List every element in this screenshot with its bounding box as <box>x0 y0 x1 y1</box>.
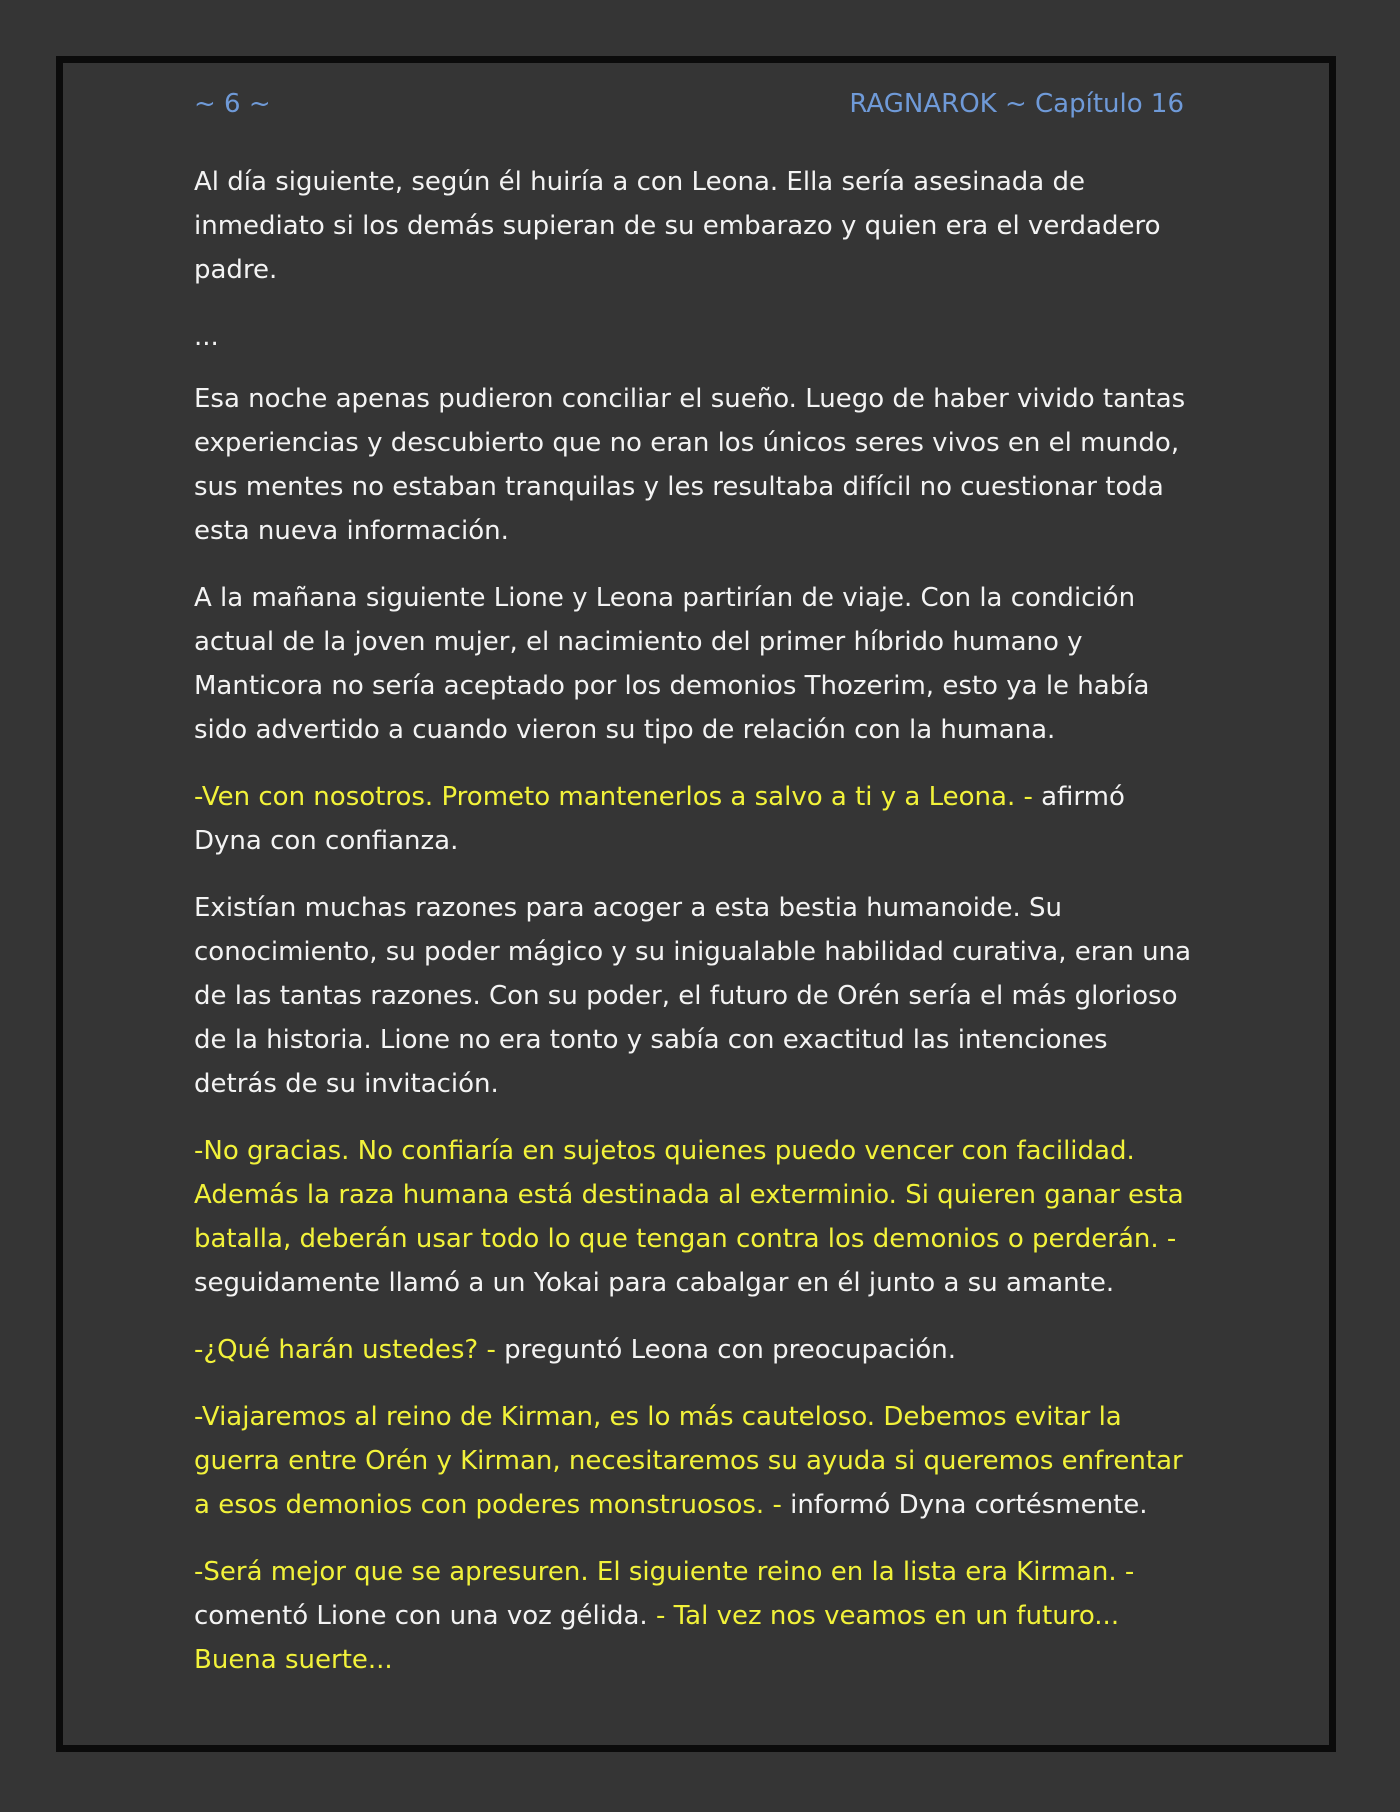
narration-text: Esa noche apenas pudieron conciliar el sueño. Luego de haber vivido tantas experiencias y descubierto que no eran los únicos seres vivos en el mundo, sus mentes no estaban tranquilas y les resultaba difícil no cuestionar toda esta nueva información. <box>194 384 1186 546</box>
story-text <box>194 160 1194 1705</box>
dialogue-text: -Viajaremos al reino de Kirman, es lo más cauteloso. Debemos evitar la guerra entre Orén y Kirman, necesitaremos su ayuda si queremos enfrentar a esos demonios con poderes monstruosos. - <box>194 1402 1183 1520</box>
dialogue-text: -Será mejor que se apresuren. El siguiente reino en la lista era Kirman. - <box>194 1557 1135 1587</box>
narration-text: Existían muchas razones para acoger a esta bestia humanoide. Su conocimiento, su poder mágico y su inigualable habilidad curativa, eran una de las tantas razones. Con su poder, el futuro de Orén sería el más glorioso de la historia. Lione no era tonto y sabía con exactitud las intenciones detrás de su invitación. <box>194 893 1192 1099</box>
dialogue-text: -No gracias. No confiaría en sujetos quienes puedo vencer con facilidad. Además la raza humana está destinada al exterminio. Si quieren ganar esta batalla, deberán usar todo lo que tengan contra los demonios o perderán. - <box>194 1136 1184 1254</box>
dialogue-text: - Tal vez nos veamos en un futuro... Buena suerte... <box>194 1601 1120 1675</box>
narration-text: comentó Lione con una voz gélida. <box>194 1601 656 1631</box>
paragraph <box>194 160 1194 292</box>
narration-text: informó Dyna cortésmente. <box>790 1490 1148 1520</box>
scene-break <box>194 315 1194 359</box>
narration-text: preguntó Leona con preocupación. <box>504 1335 957 1365</box>
page-number: ~ 6 ~ <box>194 89 271 119</box>
dialogue-paragraph <box>194 1328 1194 1372</box>
dialogue-text: -¿Qué harán ustedes? - <box>194 1335 505 1365</box>
narration-text: seguidamente llamó a un Yokai para cabalgar en él junto a su amante. <box>194 1268 1115 1298</box>
narration-text: afirmó Dyna con confianza. <box>194 782 1125 856</box>
dialogue-paragraph <box>194 1395 1194 1527</box>
paragraph <box>194 576 1194 752</box>
narration-text: Al día siguiente, según él huiría a con Leona. Ella sería asesinada de inmediato si los demás supieran de su embarazo y quien era el verdadero padre. <box>194 167 1161 285</box>
running-title: RAGNAROK ~ Capítulo 16 <box>849 89 1184 119</box>
dialogue-text: -Ven con nosotros. Prometo mantenerlos a salvo a ti y a Leona. - <box>194 782 1042 812</box>
dialogue-paragraph <box>194 1550 1194 1682</box>
page-header <box>194 84 1184 124</box>
narration-text: ... <box>194 322 219 352</box>
narration-text: A la mañana siguiente Lione y Leona partirían de viaje. Con la condición actual de la joven mujer, el nacimiento del primer híbrido humano y Manticora no sería aceptado por los demonios Thozerim, esto ya le había sido advertido a cuando vieron su tipo de relación con la humana. <box>194 583 1150 745</box>
paragraph <box>194 886 1194 1106</box>
dialogue-paragraph <box>194 1129 1194 1305</box>
paragraph <box>194 377 1194 553</box>
dialogue-paragraph <box>194 775 1194 863</box>
